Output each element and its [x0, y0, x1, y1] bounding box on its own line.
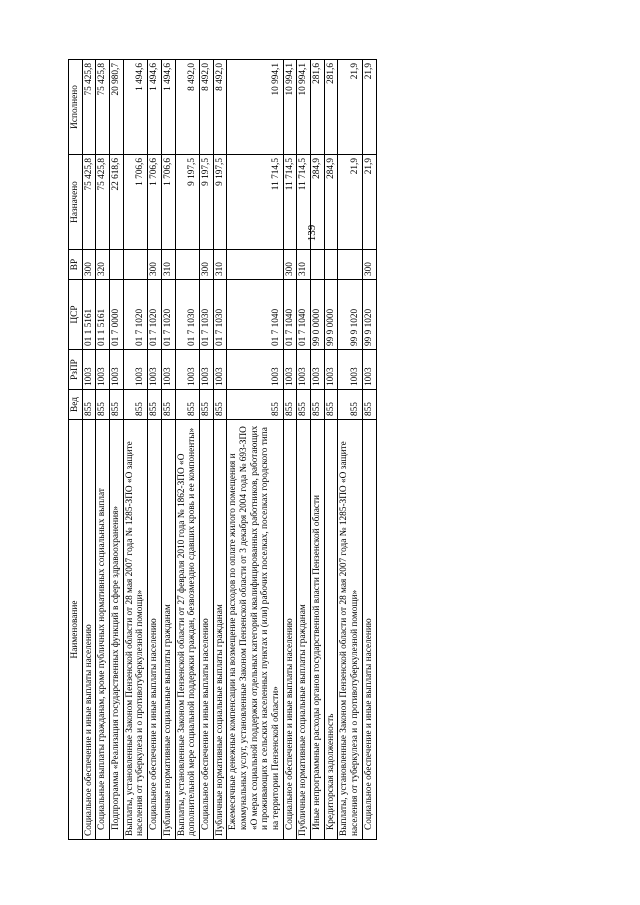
cell-rzpr: 1003	[324, 350, 338, 390]
budget-table-rotated	[68, 60, 568, 840]
table-row	[148, 60, 162, 840]
table-row	[199, 60, 213, 840]
cell-executed: 75 425,8	[96, 60, 110, 155]
cell-csr: 01 7 1020	[123, 280, 147, 350]
cell-ved: 855	[283, 390, 297, 420]
table-row	[311, 60, 325, 840]
header-name: Наименование	[69, 420, 83, 840]
cell-executed: 1 494,6	[123, 60, 147, 155]
table-row	[213, 60, 227, 840]
cell-csr: 01 7 1030	[175, 280, 199, 350]
cell-rzpr: 1003	[123, 350, 147, 390]
cell-vr	[227, 250, 283, 280]
cell-assigned: 75 425,8	[96, 155, 110, 250]
cell-rzpr: 1003	[199, 350, 213, 390]
cell-csr: 99 9 0000	[324, 280, 338, 350]
cell-assigned: 9 197,5	[175, 155, 199, 250]
cell-executed: 1 494,6	[148, 60, 162, 155]
cell-name: Иные непрограммные расходы органов государственной власти Пензенской области	[311, 420, 325, 840]
cell-executed: 21,9	[338, 60, 362, 155]
header-rzpr: РзПР	[69, 350, 83, 390]
cell-executed: 8 492,0	[199, 60, 213, 155]
table-row	[161, 60, 175, 840]
cell-name: Публичные нормативные социальные выплаты гражданам	[297, 420, 311, 840]
table-row	[227, 60, 283, 840]
table-row	[82, 60, 96, 840]
cell-name: Социальное обеспечение и иные выплаты населению	[283, 420, 297, 840]
cell-vr: 300	[82, 250, 96, 280]
cell-ved: 855	[110, 390, 124, 420]
cell-assigned: 1 706,6	[161, 155, 175, 250]
cell-rzpr: 1003	[161, 350, 175, 390]
cell-assigned: 1 706,6	[123, 155, 147, 250]
cell-vr	[123, 250, 147, 280]
cell-csr: 01 7 1040	[227, 280, 283, 350]
header-ved: Вед	[69, 390, 83, 420]
cell-csr: 99 9 1020	[362, 280, 376, 350]
cell-vr: 300	[199, 250, 213, 280]
cell-csr: 01 7 1040	[297, 280, 311, 350]
cell-executed: 75 425,8	[82, 60, 96, 155]
cell-rzpr: 1003	[283, 350, 297, 390]
cell-name: Кредиторская задолженность	[324, 420, 338, 840]
cell-vr	[311, 250, 325, 280]
cell-rzpr: 1003	[338, 350, 362, 390]
cell-assigned: 284,9	[311, 155, 325, 250]
cell-assigned: 11 714,5	[283, 155, 297, 250]
cell-name: Социальное обеспечение и иные выплаты населению	[148, 420, 162, 840]
cell-csr: 01 7 1030	[213, 280, 227, 350]
page-number: 139	[306, 224, 318, 242]
cell-vr	[175, 250, 199, 280]
cell-rzpr: 1003	[213, 350, 227, 390]
cell-ved: 855	[297, 390, 311, 420]
cell-vr: 310	[213, 250, 227, 280]
cell-executed: 10 994,1	[283, 60, 297, 155]
table-row	[123, 60, 147, 840]
cell-csr: 99 9 1020	[338, 280, 362, 350]
cell-vr: 310	[161, 250, 175, 280]
cell-name: Социальное обеспечение и иные выплаты населению	[362, 420, 376, 840]
cell-ved: 855	[175, 390, 199, 420]
cell-ved: 855	[96, 390, 110, 420]
table-row	[283, 60, 297, 840]
cell-assigned: 284,9	[324, 155, 338, 250]
cell-name: Выплаты, установленные Законом Пензенской области от 28 мая 2007 года № 1285-ЗПО «О защите населения от туберкулеза и о противотуберкулезной помощи»	[338, 420, 362, 840]
cell-rzpr: 1003	[362, 350, 376, 390]
cell-csr: 01 1 5161	[82, 280, 96, 350]
cell-csr: 01 7 1030	[199, 280, 213, 350]
cell-executed: 20 980,7	[110, 60, 124, 155]
cell-vr: 310	[297, 250, 311, 280]
cell-vr	[324, 250, 338, 280]
cell-ved: 855	[338, 390, 362, 420]
cell-assigned: 21,9	[338, 155, 362, 250]
cell-ved: 855	[123, 390, 147, 420]
table-row	[96, 60, 110, 840]
cell-name: Выплаты, установленные Законом Пензенской области от 28 мая 2007 года № 1285-ЗПО «О защите населения от туберкулеза и о противотуберкулезной помощи»	[123, 420, 147, 840]
cell-executed: 10 994,1	[297, 60, 311, 155]
cell-rzpr: 1003	[82, 350, 96, 390]
cell-ved: 855	[311, 390, 325, 420]
cell-executed: 8 492,0	[175, 60, 199, 155]
cell-executed: 1 494,6	[161, 60, 175, 155]
cell-rzpr: 1003	[311, 350, 325, 390]
cell-rzpr: 1003	[110, 350, 124, 390]
cell-vr	[110, 250, 124, 280]
header-vr: ВР	[69, 250, 83, 280]
cell-ved: 855	[148, 390, 162, 420]
cell-assigned: 22 618,6	[110, 155, 124, 250]
table-row	[362, 60, 376, 840]
cell-assigned: 9 197,5	[199, 155, 213, 250]
cell-name: Социальное обеспечение и иные выплаты населению	[82, 420, 96, 840]
cell-executed: 281,6	[311, 60, 325, 155]
cell-vr: 300	[283, 250, 297, 280]
cell-name: Выплаты, установленные Законом Пензенской области от 27 февраля 2010 года № 1862-ЗПО «О дополнительной мере социальной поддержки граждан, безвозмездно сдавших кровь и ее компоненты»	[175, 420, 199, 840]
table-row	[324, 60, 338, 840]
cell-executed: 21,9	[362, 60, 376, 155]
cell-vr: 300	[362, 250, 376, 280]
cell-name: Социальные выплаты гражданам, кроме публичных нормативных социальных выплат	[96, 420, 110, 840]
cell-name: Ежемесячные денежные компенсации на возмещение расходов по оплате жилого помещения и коммунальных услуг, установленные Законом Пензенской области от 3 декабря 2004 года № 693-ЗПО «О мерах социальной поддержки отдельных категорий квалифицированных работников, работающих и проживающих в сельских населенных пунктах и (или) рабочих поселках, поселках городского типа на территории Пензенской области»	[227, 420, 283, 840]
table-body	[82, 60, 376, 840]
cell-name: Социальное обеспечение и иные выплаты населению	[199, 420, 213, 840]
cell-name: Подпрограмма «Реализация государственных функций в сфере здравоохранения»	[110, 420, 124, 840]
cell-vr: 300	[148, 250, 162, 280]
cell-executed: 281,6	[324, 60, 338, 155]
cell-assigned: 9 197,5	[213, 155, 227, 250]
header-assigned: Назначено	[69, 155, 83, 250]
budget-table	[68, 59, 377, 840]
table-row	[297, 60, 311, 840]
header-executed: Исполнено	[69, 60, 83, 155]
cell-ved: 855	[199, 390, 213, 420]
cell-assigned: 21,9	[362, 155, 376, 250]
cell-csr: 01 7 1020	[161, 280, 175, 350]
cell-rzpr: 1003	[148, 350, 162, 390]
table-header-row	[69, 60, 83, 840]
table-row	[110, 60, 124, 840]
cell-rzpr: 1003	[175, 350, 199, 390]
cell-ved: 855	[213, 390, 227, 420]
cell-ved: 855	[362, 390, 376, 420]
table-row	[338, 60, 362, 840]
cell-assigned: 1 706,6	[148, 155, 162, 250]
cell-csr: 01 1 5161	[96, 280, 110, 350]
cell-vr: 320	[96, 250, 110, 280]
cell-assigned: 11 714,5	[297, 155, 311, 250]
cell-vr	[338, 250, 362, 280]
cell-rzpr: 1003	[96, 350, 110, 390]
cell-csr: 01 7 0000	[110, 280, 124, 350]
cell-assigned: 75 425,8	[82, 155, 96, 250]
cell-ved: 855	[324, 390, 338, 420]
cell-assigned: 11 714,5	[227, 155, 283, 250]
cell-name: Публичные нормативные социальные выплаты гражданам	[213, 420, 227, 840]
cell-executed: 10 994,1	[227, 60, 283, 155]
cell-executed: 8 492,0	[213, 60, 227, 155]
cell-csr: 01 7 1040	[283, 280, 297, 350]
cell-rzpr: 1003	[227, 350, 283, 390]
cell-rzpr: 1003	[297, 350, 311, 390]
cell-csr: 99 0 0000	[311, 280, 325, 350]
cell-ved: 855	[161, 390, 175, 420]
header-csr: ЦСР	[69, 280, 83, 350]
cell-ved: 855	[82, 390, 96, 420]
cell-ved: 855	[227, 390, 283, 420]
table-row	[175, 60, 199, 840]
cell-csr: 01 7 1020	[148, 280, 162, 350]
cell-name: Публичные нормативные социальные выплаты гражданам	[161, 420, 175, 840]
